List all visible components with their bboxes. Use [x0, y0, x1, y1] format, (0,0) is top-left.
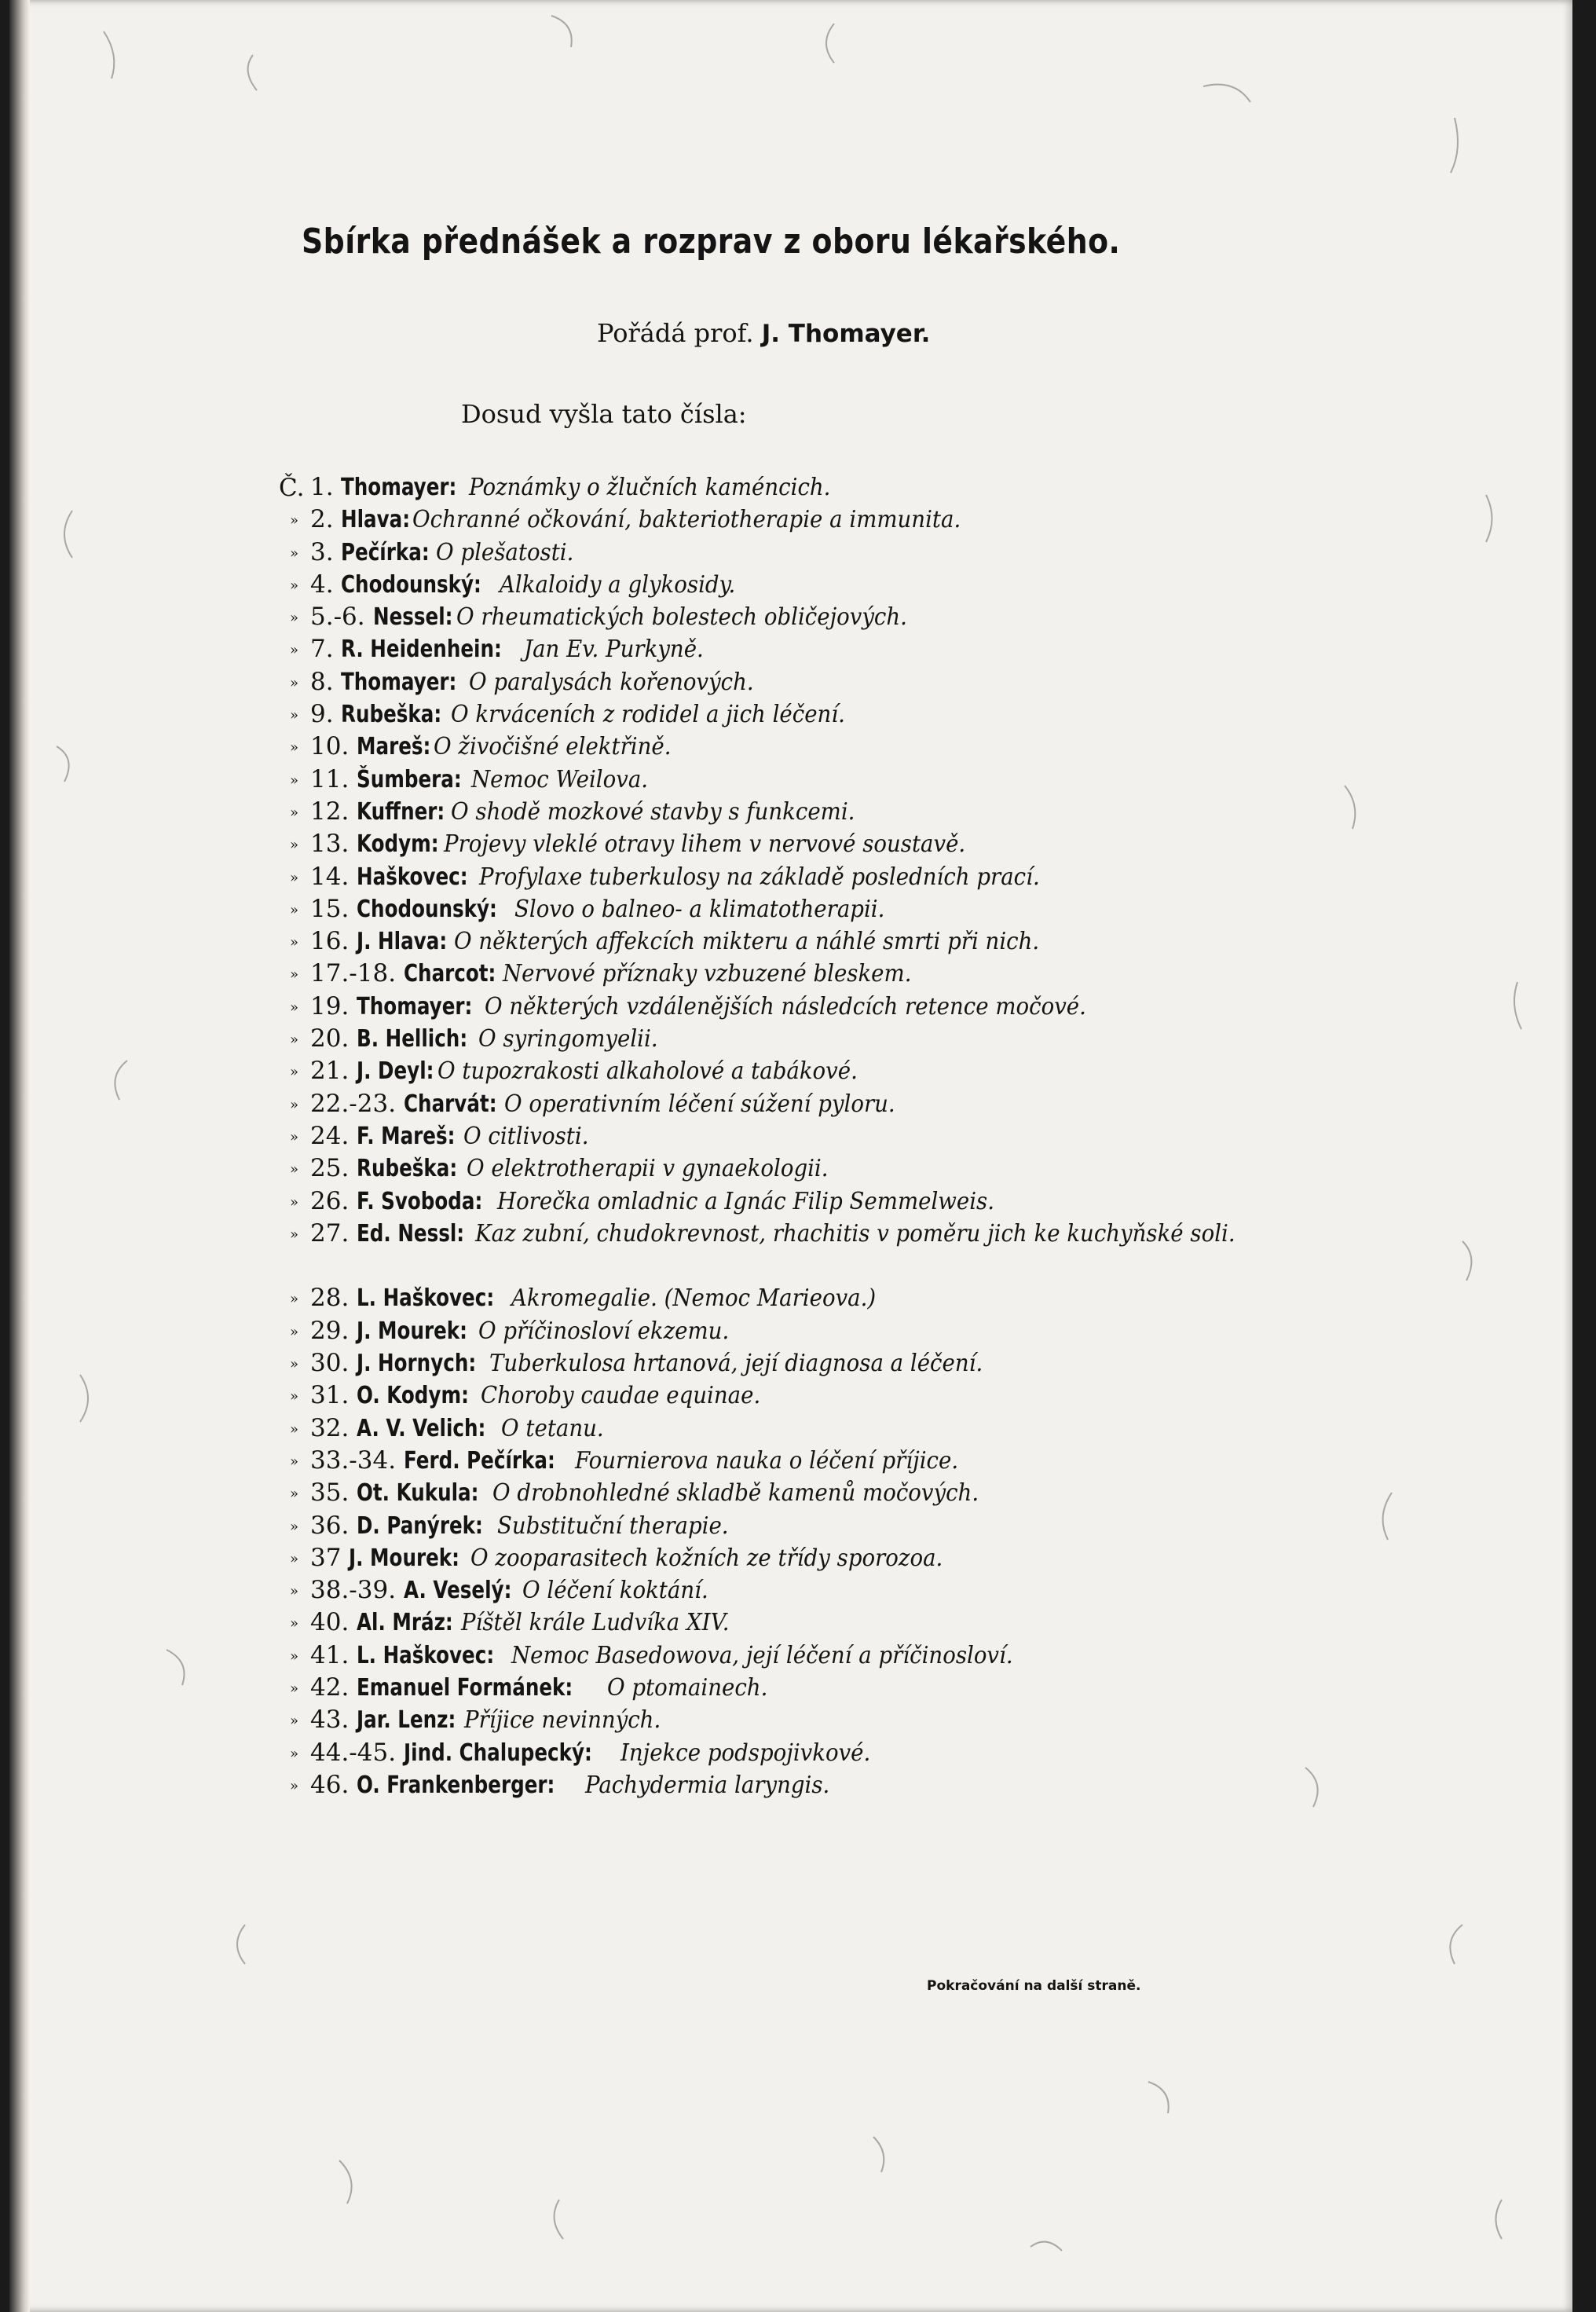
continued-note: Pokračování na další straně. [927, 1978, 1141, 1994]
author-name: F. Svoboda: [357, 1187, 483, 1215]
lecture-title: O některých vzdálenějších následcích retence močové. [484, 992, 1086, 1020]
lecture-title: Akromegalie. (Nemoc Marieova.) [511, 1284, 877, 1313]
list-item [290, 991, 1342, 1023]
issue-number: 28. [310, 1284, 350, 1313]
lecture-title: O drobnohledné skladbě kamenů močových. [492, 1479, 979, 1508]
author-name: J. Hornych: [357, 1350, 477, 1378]
author-name: Rubeška: [341, 701, 442, 729]
lecture-title: O syringomyelii. [478, 1025, 658, 1053]
list-item [279, 471, 1342, 504]
issue-number: 35. [310, 1478, 350, 1508]
author-name: D. Panýrek: [357, 1511, 484, 1540]
author-name: Ferd. Pečírka: [403, 1446, 555, 1475]
issue-number: 16. [310, 927, 350, 956]
list-bullet: Č. [279, 474, 305, 502]
author-name: Ot. Kukula: [357, 1479, 479, 1508]
lecture-title: Nemoc Weilova. [471, 765, 649, 793]
author-name: O. Frankenberger: [357, 1771, 555, 1799]
list-bullet: » [290, 1615, 299, 1632]
list-item [290, 925, 1342, 958]
lecture-title: O elektrotherapii v gynaekologii. [466, 1155, 829, 1183]
issue-number: 2. [310, 505, 334, 534]
list-bullet: » [290, 1777, 299, 1794]
author-name: J. Deyl: [357, 1057, 434, 1086]
list-bullet: » [290, 1420, 299, 1438]
organizer-name: J. Thomayer. [761, 320, 931, 348]
issue-number: 5.-6. [310, 603, 365, 632]
lecture-title: O citlivosti. [463, 1122, 589, 1150]
list-bullet: » [290, 1356, 299, 1373]
author-name: Charcot: [403, 960, 496, 988]
issue-number: 29. [310, 1316, 350, 1345]
issue-number: 10. [310, 732, 350, 761]
list-item [290, 764, 1342, 796]
list-item [290, 1218, 1342, 1283]
author-name: F. Mareš: [357, 1122, 456, 1150]
issue-number: 42. [310, 1673, 350, 1702]
list-item [290, 1445, 1342, 1477]
author-name: Jar. Lenz: [357, 1706, 456, 1735]
author-name: Kodym: [357, 830, 439, 859]
issue-number: 3. [310, 537, 334, 566]
list-bullet: » [290, 1388, 299, 1405]
author-name: R. Heidenhein: [341, 636, 503, 664]
list-bullet: » [290, 1161, 299, 1178]
issue-number: 44.-45. [310, 1738, 397, 1767]
issue-number: 41. [310, 1640, 350, 1669]
list-item [290, 633, 1342, 665]
list-item [290, 731, 1342, 763]
organizer-line [597, 318, 930, 348]
list-bullet: » [290, 1680, 299, 1697]
lecture-title: Substituční therapie. [497, 1511, 729, 1540]
list-bullet: » [290, 544, 299, 562]
list-bullet: » [290, 739, 299, 757]
list-item [290, 1640, 1342, 1672]
author-name: Rubeška: [357, 1155, 458, 1183]
author-name: Hlava: [341, 506, 411, 534]
lecture-title: Injekce podspojivkové. [620, 1739, 870, 1767]
lecture-title: Nemoc Basedowova, její léčení a příčinosloví. [511, 1641, 1013, 1669]
binding-shadow [9, 0, 30, 2312]
lecture-title: Ochranné očkování, bakteriotherapie a immunita. [412, 506, 961, 534]
list-item [290, 1704, 1342, 1736]
lecture-title: O shodě mozkové stavby s funkcemi. [451, 797, 855, 826]
list-item [290, 1055, 1342, 1087]
list-item [290, 601, 1342, 633]
list-item [290, 1737, 1342, 1769]
list-item [290, 504, 1342, 536]
issue-number: 46. [310, 1770, 350, 1799]
author-name: Emanuel Formánek: [357, 1673, 573, 1702]
list-item [290, 1152, 1342, 1185]
issue-number: 38.-39. [310, 1576, 397, 1605]
list-bullet: » [290, 610, 299, 627]
list-item [290, 1412, 1342, 1445]
author-name: Thomayer: [341, 474, 457, 501]
list-bullet: » [290, 1096, 299, 1113]
list-bullet: » [290, 512, 299, 529]
lecture-title: Jan Ev. Purkyně. [524, 636, 705, 664]
list-bullet: » [290, 901, 299, 918]
lecture-title: Tuberkulosa hrtanová, její diagnosa a léčení. [489, 1350, 983, 1378]
list-bullet: » [290, 642, 299, 659]
list-bullet: » [290, 869, 299, 886]
list-item [290, 1023, 1342, 1055]
list-bullet: » [290, 934, 299, 951]
issue-number: 9. [310, 700, 334, 729]
author-name: Pečírka: [341, 538, 430, 566]
author-name: Chodounský: [357, 895, 498, 923]
lecture-title: O zooparasitech kožních ze třídy sporozoa. [470, 1544, 943, 1572]
author-name: Haškovec: [357, 863, 468, 891]
list-bullet: » [290, 1647, 299, 1665]
issue-number: 22.-23. [310, 1089, 397, 1118]
author-name: A. Veselý: [403, 1577, 512, 1605]
author-name: O. Kodym: [357, 1382, 470, 1410]
list-bullet: » [290, 1226, 299, 1243]
page-title: Sbírka přednášek a rozprav z oboru lékařského. [302, 222, 1121, 262]
author-name: Mareš: [357, 733, 431, 761]
published-label: Dosud vyšla tato čísla: [461, 399, 747, 429]
list-item [290, 1542, 1342, 1574]
document-page [9, 0, 1572, 2312]
lecture-title: Profylaxe tuberkulosy na základě posledních prací. [478, 863, 1040, 891]
list-item [290, 958, 1342, 990]
author-name: L. Haškovec: [357, 1641, 495, 1669]
lecture-title: O některých affekcích mikteru a náhlé smrti při nich. [453, 928, 1039, 956]
issue-number: 32. [310, 1413, 350, 1442]
list-bullet: » [290, 577, 299, 594]
lecture-title: Nervové příznaky vzbuzené bleskem. [503, 960, 912, 988]
issue-number: 4. [310, 570, 334, 599]
author-name: Al. Mráz: [357, 1609, 453, 1637]
list-item [290, 537, 1342, 569]
author-name: B. Hellich: [357, 1025, 468, 1053]
issue-number: 27. [310, 1218, 350, 1248]
list-bullet: » [290, 804, 299, 821]
list-item [290, 1607, 1342, 1639]
list-item [290, 1185, 1342, 1218]
list-bullet: » [290, 1128, 299, 1145]
issue-number: 19. [310, 991, 350, 1020]
lecture-title: Alkaloidy a glykosidy. [499, 570, 735, 599]
issue-number: 26. [310, 1186, 350, 1215]
issue-number: 24. [310, 1121, 350, 1150]
list-item [290, 1088, 1342, 1120]
lecture-title: Kaz zubní, chudokrevnost, rhachitis v poměru jich ke kuchyňské soli. [474, 1219, 1235, 1248]
list-item [290, 666, 1342, 698]
list-bullet: » [290, 674, 299, 691]
list-item [290, 569, 1342, 601]
issue-number: 36. [310, 1511, 350, 1540]
list-bullet: » [290, 1745, 299, 1762]
publication-list [279, 471, 1342, 1801]
author-name: L. Haškovec: [357, 1284, 495, 1313]
list-item [290, 1347, 1342, 1380]
list-item [290, 828, 1342, 860]
list-item [290, 1120, 1342, 1152]
list-bullet: » [290, 966, 299, 984]
issue-number: 33.-34. [310, 1445, 397, 1475]
list-bullet: » [290, 771, 299, 789]
issue-number: 15. [310, 894, 350, 923]
lecture-title: Příjice nevinných. [464, 1706, 661, 1735]
lecture-title: Slovo o balneo- a klimatotherapii. [514, 895, 885, 923]
list-bullet: » [290, 837, 299, 854]
lecture-title: O rheumatických bolestech obličejových. [456, 603, 908, 632]
issue-number: 43. [310, 1706, 350, 1735]
lecture-title: O ptomainech. [606, 1673, 768, 1702]
lecture-title: O krváceních z rodidel a jich léčení. [450, 701, 845, 729]
lecture-title: O léčení koktání. [522, 1577, 708, 1605]
list-bullet: » [290, 1064, 299, 1081]
lecture-title: O operativním léčení súžení pyloru. [503, 1090, 895, 1118]
issue-number: 13. [310, 830, 350, 859]
issue-number: 20. [310, 1024, 350, 1053]
author-name: J. Mourek: [357, 1317, 468, 1345]
list-item [290, 1315, 1342, 1347]
issue-number: 14. [310, 862, 350, 891]
issue-number: 1. [310, 473, 334, 501]
list-bullet: » [290, 1193, 299, 1211]
lecture-title: Poznámky o žlučních kaménciсh. [469, 474, 831, 501]
list-bullet: » [290, 1291, 299, 1308]
issue-number: 21. [310, 1057, 350, 1086]
lecture-title: Fournierova nauka o léčení příjice. [575, 1446, 959, 1475]
list-item [290, 861, 1342, 893]
lecture-title: O tetanu. [500, 1414, 604, 1442]
lecture-title: Horečka omladnic a Ignác Filip Semmelweis. [496, 1187, 994, 1215]
author-name: Charvát: [403, 1090, 497, 1118]
lecture-title: Choroby caudae equinae. [480, 1382, 760, 1410]
list-item [290, 893, 1342, 925]
author-name: Kuffner: [357, 797, 445, 826]
list-bullet: » [290, 1486, 299, 1503]
list-item [290, 1769, 1342, 1801]
lecture-title: O tupozrakosti alkaholové a tabákové. [437, 1057, 858, 1086]
list-item [290, 1672, 1342, 1704]
list-item [290, 1477, 1342, 1509]
issue-number: 11. [310, 764, 350, 793]
list-item [290, 1380, 1342, 1412]
issue-number: 25. [310, 1154, 350, 1183]
list-item [290, 796, 1342, 828]
organizer-prefix: Pořádá prof. [597, 318, 754, 348]
list-bullet: » [290, 1583, 299, 1600]
lecture-title: O příčinosloví ekzemu. [478, 1317, 730, 1345]
list-bullet: » [290, 1550, 299, 1567]
issue-number: 40. [310, 1608, 350, 1637]
author-name: J. Mourek: [349, 1544, 460, 1572]
list-bullet: » [290, 1453, 299, 1470]
issue-number: 31. [310, 1381, 350, 1410]
issue-number: 8. [310, 667, 334, 696]
author-name: Šumbera: [357, 765, 462, 793]
lecture-title: O plešatosti. [435, 538, 574, 566]
author-name: Ed. Nessl: [357, 1219, 465, 1248]
list-bullet: » [290, 1518, 299, 1535]
issue-number: 37 [310, 1543, 342, 1572]
lecture-title: Píštěl krále Ludvíka XIV. [460, 1609, 730, 1637]
list-item [290, 1282, 1342, 1314]
list-bullet: » [290, 1031, 299, 1049]
author-name: Thomayer: [341, 668, 457, 696]
issue-number: 17.-18. [310, 959, 397, 988]
lecture-title: Pachydermia laryngis. [584, 1771, 830, 1799]
lecture-title: Projevy vleklé otravy lihem v nervové soustavě. [443, 830, 966, 859]
author-name: A. V. Velich: [357, 1414, 486, 1442]
list-bullet: » [290, 1713, 299, 1730]
list-bullet: » [290, 998, 299, 1016]
list-item [290, 698, 1342, 731]
list-bullet: » [290, 1323, 299, 1340]
issue-number: 12. [310, 797, 350, 826]
list-bullet: » [290, 707, 299, 724]
list-item [290, 1574, 1342, 1607]
author-name: Jind. Chalupecký: [403, 1739, 592, 1767]
list-item [290, 1510, 1342, 1542]
author-name: Chodounský: [341, 570, 482, 599]
author-name: Nessel: [372, 603, 453, 632]
issue-number: 30. [310, 1349, 350, 1378]
issue-number: 7. [310, 635, 334, 664]
lecture-title: O živočišné elektřině. [434, 733, 672, 761]
author-name: Thomayer: [357, 992, 473, 1020]
lecture-title: O paralysách kořenových. [469, 668, 754, 696]
author-name: J. Hlava: [357, 928, 448, 956]
